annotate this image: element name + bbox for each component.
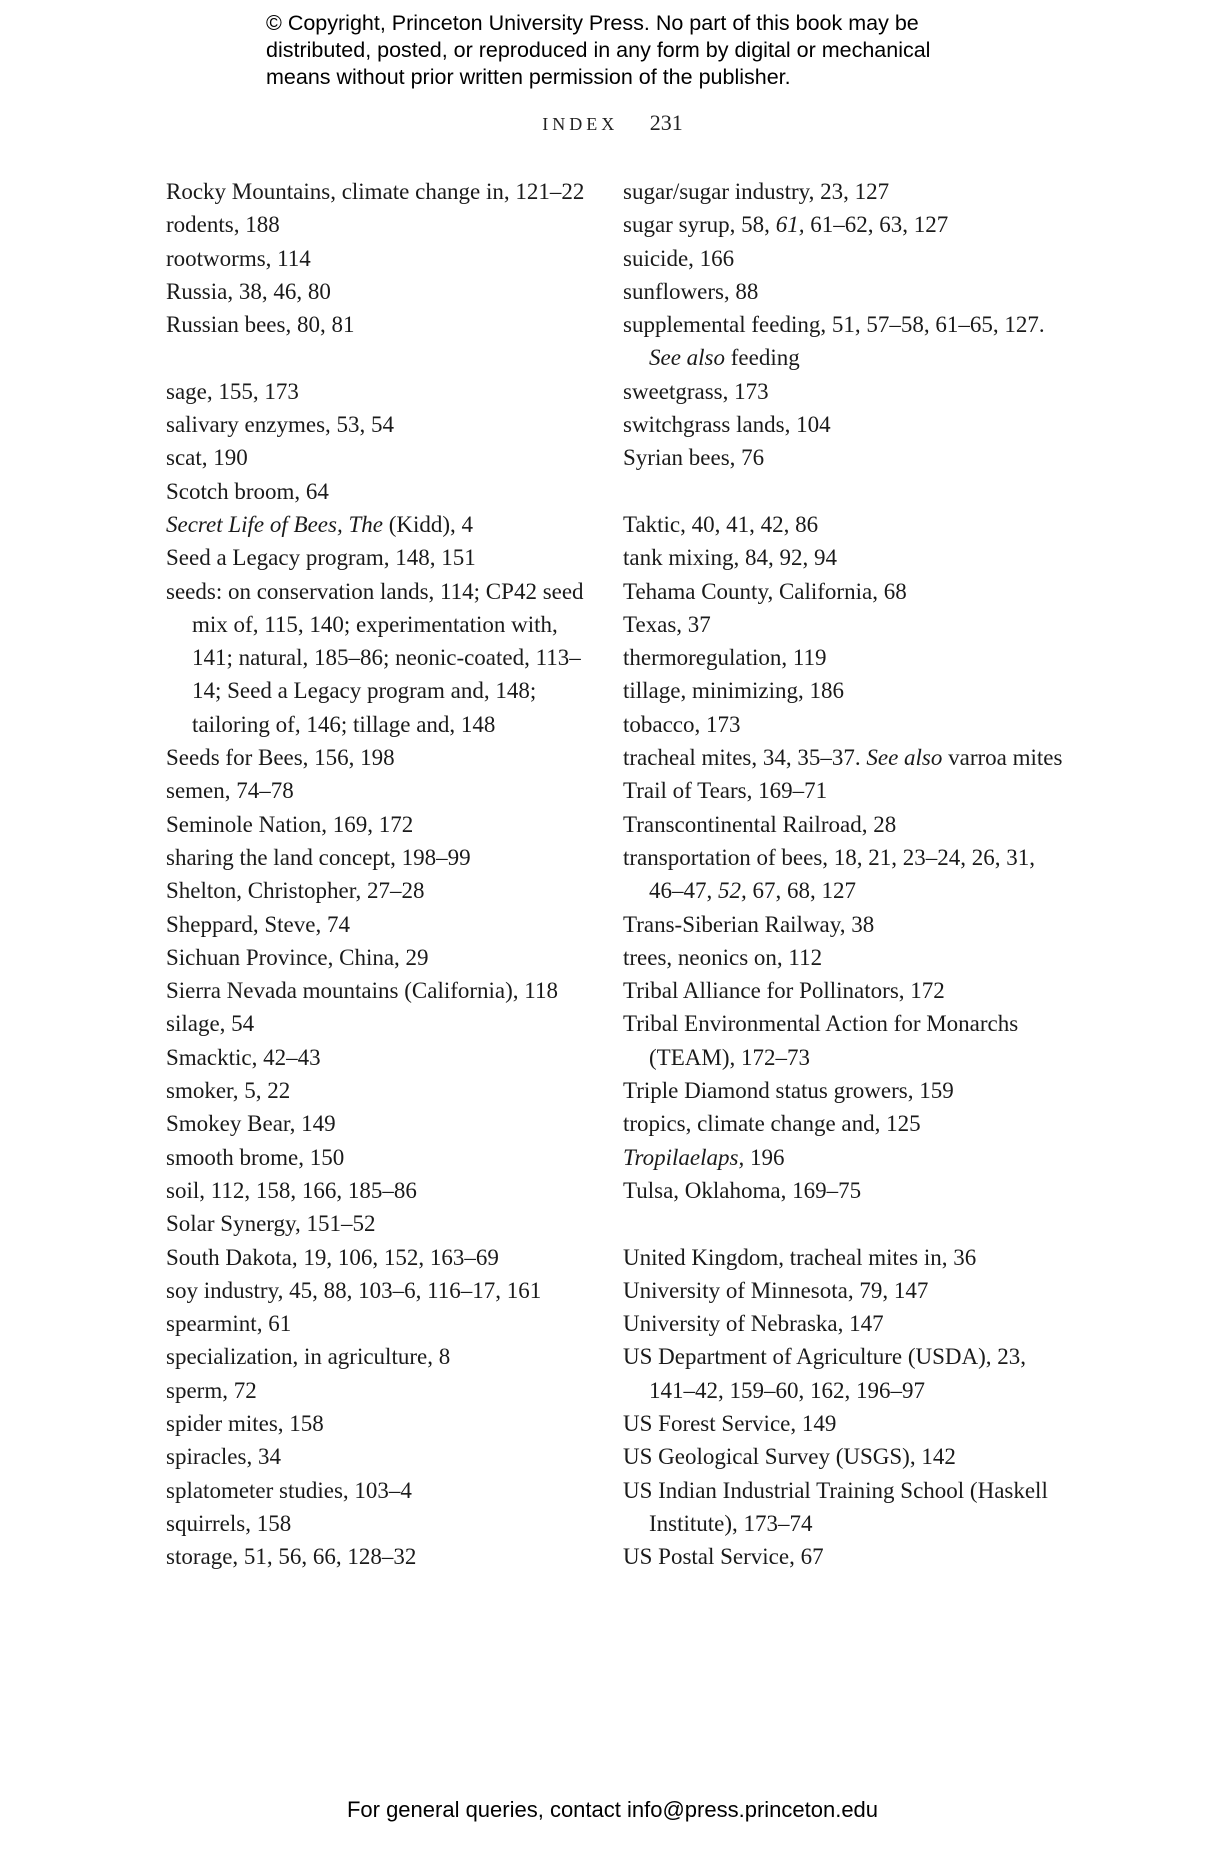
index-entry-text: switchgrass lands, 104 [623, 412, 831, 438]
index-entry-italic-text: 52, [718, 878, 747, 904]
index-entry-text: sugar syrup, 58, [623, 212, 776, 238]
index-entry [623, 708, 1063, 741]
index-entry [166, 808, 586, 841]
index-entry [166, 575, 586, 741]
index-entry-text: tracheal mites, 34, 35–37. [623, 745, 867, 771]
index-entry-text: US Forest Service, 149 [623, 1410, 837, 1436]
index-entry [166, 1474, 586, 1507]
index-entry [166, 874, 586, 907]
index-entry-text: Russia, 38, 46, 80 [166, 278, 331, 304]
index-entry [623, 1540, 1063, 1573]
page-number: 231 [649, 110, 683, 135]
letter-group-gap [623, 475, 1063, 508]
index-entry [623, 741, 1063, 774]
index-entry [166, 841, 586, 874]
index-entry [166, 508, 586, 541]
index-entry-text: squirrels, 158 [166, 1510, 292, 1536]
index-entry-text: rootworms, 114 [166, 245, 311, 271]
index-entry-text: suicide, 166 [623, 245, 735, 271]
index-entry-text: smooth brome, 150 [166, 1144, 345, 1170]
index-entry [623, 941, 1063, 974]
index-entry [166, 175, 586, 208]
index-entry-text: Solar Synergy, 151–52 [166, 1211, 376, 1237]
index-entry-text: Tribal Alliance for Pollinators, 172 [623, 978, 945, 1004]
index-entry-text: Taktic, 40, 41, 42, 86 [623, 511, 819, 537]
letter-group-gap [623, 1207, 1063, 1240]
index-entry-text: sweetgrass, 173 [623, 378, 769, 404]
index-entry-text: Smokey Bear, 149 [166, 1111, 336, 1137]
index-entry-text: US Postal Service, 67 [623, 1544, 824, 1570]
index-entry-text: Transcontinental Railroad, 28 [623, 811, 897, 837]
index-entry [623, 1241, 1063, 1274]
index-entry [623, 208, 1063, 241]
index-entry-text: Seed a Legacy program, 148, 151 [166, 545, 476, 571]
index-entry-text: 196 [744, 1144, 785, 1170]
index-entry [166, 1241, 586, 1274]
index-entry [166, 1407, 586, 1440]
index-entry [623, 1274, 1063, 1307]
copyright-line: © Copyright, Princeton University Press. No part of this book may be [266, 11, 919, 35]
index-entry [166, 1307, 586, 1340]
index-column-right [623, 175, 1063, 1573]
index-entry [623, 242, 1063, 275]
index-entry-text: tropics, climate change and, 125 [623, 1111, 921, 1137]
index-entry-text: smoker, 5, 22 [166, 1078, 291, 1104]
index-entry [166, 541, 586, 574]
index-entry-text: sharing the land concept, 198–99 [166, 844, 471, 870]
index-entry-text: sage, 155, 173 [166, 378, 299, 404]
index-entry [166, 208, 586, 241]
index-entry-text: sunflowers, 88 [623, 278, 759, 304]
index-entry [166, 441, 586, 474]
index-entry [623, 1340, 1063, 1407]
index-entry-text: Tehama County, California, 68 [623, 578, 907, 604]
copyright-notice [266, 10, 1026, 91]
index-entry [623, 308, 1063, 375]
index-entry [166, 242, 586, 275]
index-entry-text: storage, 51, 56, 66, 128–32 [166, 1544, 417, 1570]
index-entry-text: trees, neonics on, 112 [623, 944, 823, 970]
index-entry [166, 1274, 586, 1307]
index-entry-text: US Geological Survey (USGS), 142 [623, 1444, 956, 1470]
index-entry [623, 974, 1063, 1007]
index-entry [166, 1440, 586, 1473]
index-entry [166, 1041, 586, 1074]
index-entry [623, 674, 1063, 707]
index-entry-text: scat, 190 [166, 445, 248, 471]
index-entry [623, 1141, 1063, 1174]
index-entry [166, 974, 586, 1007]
index-entry [623, 908, 1063, 941]
letter-group-gap [166, 341, 586, 374]
index-entry-text: supplemental feeding, 51, 57–58, 61–65, 127. [623, 312, 1045, 338]
index-entry-text: Trail of Tears, 169–71 [623, 778, 828, 804]
index-entry-text: Trans-Siberian Railway, 38 [623, 911, 875, 937]
index-entry [623, 608, 1063, 641]
index-entry [623, 1307, 1063, 1340]
index-entry [623, 1007, 1063, 1074]
index-entry [623, 1174, 1063, 1207]
index-entry [623, 441, 1063, 474]
index-entry-text: soy industry, 45, 88, 103–6, 116–17, 161 [166, 1277, 542, 1303]
index-entry [623, 1407, 1063, 1440]
index-entry-text: sugar/sugar industry, 23, 127 [623, 179, 890, 204]
index-entry-text: splatometer studies, 103–4 [166, 1477, 412, 1503]
index-entry [623, 808, 1063, 841]
index-entry [166, 1074, 586, 1107]
index-entry-text: Texas, 37 [623, 611, 711, 637]
index-entry-text: Sichuan Province, China, 29 [166, 944, 429, 970]
index-entry-text: spider mites, 158 [166, 1410, 324, 1436]
index-entry [166, 774, 586, 807]
index-entry-text: transportation of bees, 18, 21, 23–24, 26, 31, 46–47, [623, 844, 1036, 904]
index-entry [166, 275, 586, 308]
index-entry-text: specialization, in agriculture, 8 [166, 1344, 451, 1370]
index-entry [623, 375, 1063, 408]
index-entry [166, 908, 586, 941]
index-entry-text: (Kidd), 4 [382, 511, 474, 537]
index-entry [166, 375, 586, 408]
index-entry [623, 541, 1063, 574]
index-entry [623, 575, 1063, 608]
index-entry-text: sperm, 72 [166, 1377, 257, 1403]
index-entry-text: spearmint, 61 [166, 1311, 292, 1337]
index-entry [166, 1007, 586, 1040]
index-entry [623, 1474, 1063, 1541]
index-entry-text: silage, 54 [166, 1011, 255, 1037]
index-entry-italic-text: See also [649, 345, 726, 371]
index-entry [166, 941, 586, 974]
index-entry [166, 1540, 586, 1573]
index-entry [623, 1107, 1063, 1140]
index-entry [166, 1174, 586, 1207]
index-entry-text: Smacktic, 42–43 [166, 1044, 321, 1070]
index-entry-text: Rocky Mountains, climate change in, 121–22 [166, 179, 585, 204]
index-entry [166, 1374, 586, 1407]
index-entry [166, 1107, 586, 1140]
index-entry [166, 1141, 586, 1174]
index-column-left [166, 175, 586, 1573]
index-entry-text: soil, 112, 158, 166, 185–86 [166, 1177, 417, 1203]
index-entry [623, 641, 1063, 674]
index-entry-text: 61–62, 63, 127 [804, 212, 949, 238]
index-entry-text: salivary enzymes, 53, 54 [166, 412, 395, 438]
index-entry-text: University of Nebraska, 147 [623, 1311, 884, 1337]
index-entry [166, 308, 586, 341]
index-entry-text: Russian bees, 80, 81 [166, 312, 355, 338]
index-entry-text: feeding [725, 345, 800, 371]
index-entry [623, 408, 1063, 441]
index-entry-text: Sheppard, Steve, 74 [166, 911, 350, 937]
index-entry-text: Seminole Nation, 169, 172 [166, 811, 414, 837]
index-entry-text: Scotch broom, 64 [166, 478, 329, 504]
index-entry-text: US Department of Agriculture (USDA), 23, 141–42, 159–60, 162, 196–97 [623, 1344, 1027, 1403]
copyright-line: distributed, posted, or reproduced in any form by digital or mechanical [266, 38, 931, 62]
index-entry-text: Tulsa, Oklahoma, 169–75 [623, 1177, 862, 1203]
index-entry-text: United Kingdom, tracheal mites in, 36 [623, 1244, 977, 1270]
index-entry-text: Tribal Environmental Action for Monarchs (TEAM), 172–73 [623, 1011, 1019, 1070]
index-entry-text: spiracles, 34 [166, 1444, 281, 1470]
index-entry-text: Syrian bees, 76 [623, 445, 765, 471]
index-entry [623, 1440, 1063, 1473]
index-entry [166, 1507, 586, 1540]
running-head [0, 110, 1225, 136]
index-entry [166, 741, 586, 774]
index-entry-text: semen, 74–78 [166, 778, 294, 804]
index-entry-text: seeds: on conservation lands, 114; CP42 seed mix of, 115, 140; experimentation with, 141; natural, 185–86; neonic-coated, 113–14; Seed a Legacy program and, 148; tailoring of, 146; tillage and, 148 [166, 578, 584, 737]
index-entry-text: tobacco, 173 [623, 711, 741, 737]
index-entry-text: Triple Diamond status growers, 159 [623, 1078, 954, 1104]
index-entry [623, 175, 1063, 208]
index-entry [623, 275, 1063, 308]
index-entry [166, 1340, 586, 1373]
index-entry [623, 1074, 1063, 1107]
index-entry-text: tillage, minimizing, 186 [623, 678, 845, 704]
index-entry-text: Sierra Nevada mountains (California), 118 [166, 978, 558, 1004]
index-entry [166, 475, 586, 508]
index-entry-text: University of Minnesota, 79, 147 [623, 1277, 929, 1303]
index-entry-text: US Indian Industrial Training School (Haskell Institute), 173–74 [623, 1477, 1048, 1536]
footer-contact: For general queries, contact info@press.princeton.edu [346, 1797, 879, 1822]
index-entry-text: varroa mites [942, 745, 1063, 771]
index-entry-text: Shelton, Christopher, 27–28 [166, 878, 425, 904]
index-entry-text: rodents, 188 [166, 212, 280, 238]
index-entry-italic-text: Secret Life of Bees, The [166, 511, 383, 537]
running-head-label: INDEX [542, 114, 619, 134]
index-entry [623, 508, 1063, 541]
index-entry-italic-text: 61, [775, 212, 805, 238]
index-entry-text: thermoregulation, 119 [623, 645, 827, 671]
index-entry-text: South Dakota, 19, 106, 152, 163–69 [166, 1244, 499, 1270]
index-entry [623, 774, 1063, 807]
index-entry-italic-text: See also [866, 745, 943, 771]
copyright-line: means without prior written permission of the publisher. [266, 65, 791, 89]
index-entry [623, 841, 1063, 908]
index-entry-text: tank mixing, 84, 92, 94 [623, 545, 838, 571]
index-entry-italic-text: Tropilaelaps, [623, 1144, 745, 1170]
index-entry [166, 408, 586, 441]
index-entry [166, 1207, 586, 1240]
index-entry-text: 67, 68, 127 [746, 878, 856, 904]
index-entry-text: Seeds for Bees, 156, 198 [166, 745, 395, 771]
